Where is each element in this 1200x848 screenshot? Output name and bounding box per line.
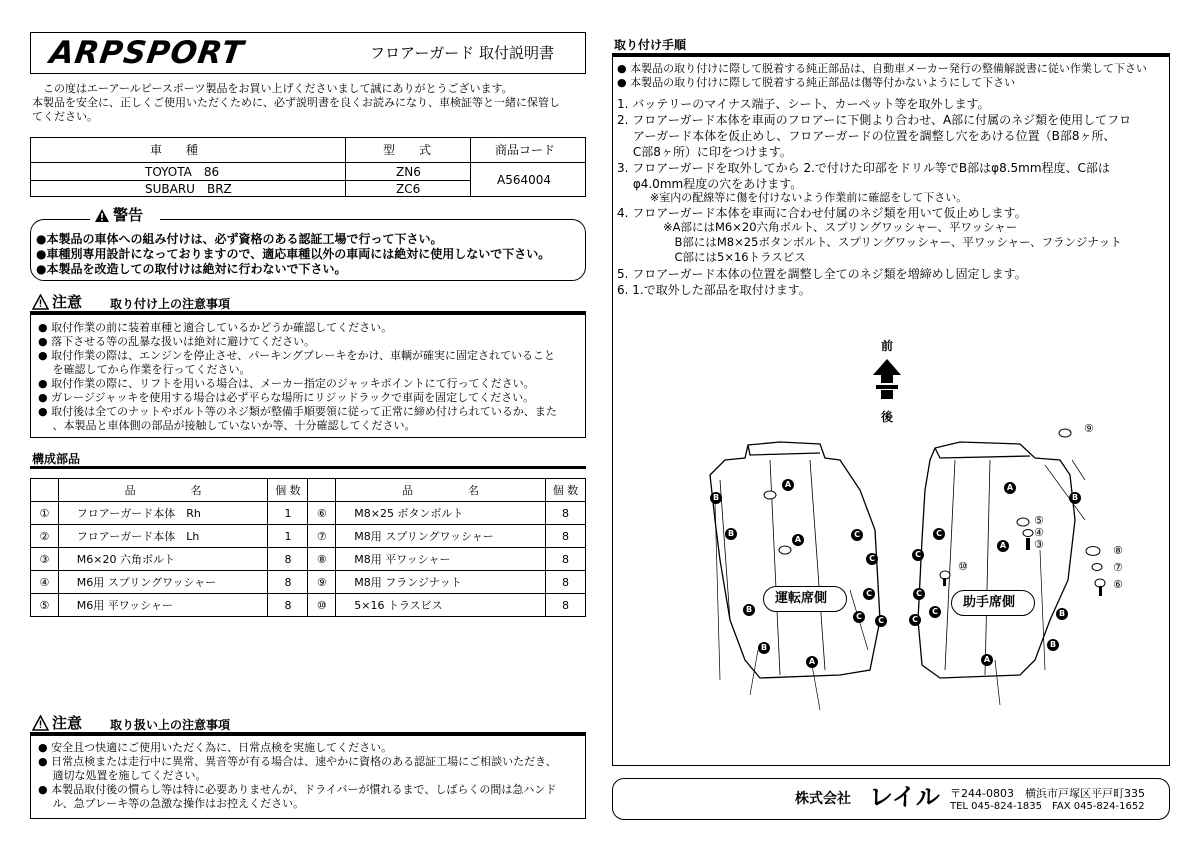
marker-c: C [909,614,921,626]
parts-no: ⑧ [308,548,336,571]
marker-b: B [1056,608,1068,620]
parts-name: M8用 スプリングワッシャー [336,525,546,548]
caution-install-item: を確認してから作業を行ってください。 [38,363,251,376]
company-address: 〒244-0803 横浜市戸塚区平戸町335 [950,787,1145,800]
caution-install-item: ● ガレージジャッキを使用する場合は必ず平らな場所にリジッドラックで車両を固定してください。 [38,391,535,404]
vehicle-model-2: SUBARU BRZ [145,182,232,196]
driver-side-label: 運転席側 [775,591,828,606]
section-rule [30,466,586,469]
parts-header-qty: 個 数 [545,479,585,502]
parts-no: ④ [31,571,59,594]
parts-qty: 8 [545,594,585,617]
passenger-side-label: 助手席側 [963,595,1016,610]
marker-c: C [875,615,887,627]
caution-handling-item: ● 安全且つ快適にご使用いただく為に、日常点検を実施してください。 [38,741,393,754]
parts-qty: 8 [545,571,585,594]
company-name: レイル [869,783,940,811]
caution-install-item: ● 取付作業の前に装着車種と適合しているかどうか確認してください。 [38,321,393,334]
procedure-step: 1. バッテリーのマイナス端子、シート、カーペット等を取外します。 [617,97,990,111]
parts-qty: 1 [268,502,308,525]
parts-qty: 8 [545,525,585,548]
marker-b: B [1047,639,1059,651]
caution-handling-item: 適切な処置を施してください。 [38,769,207,782]
marker-a: A [792,534,804,546]
vehicle-model-1: TOYOTA 86 [145,165,220,179]
warning-item-2: ●車種別専用設計になっておりますので、適応車種以外の車両には絶対に使用しないで下さい。 [36,247,551,261]
parts-header-name: 品 名 [58,479,268,502]
caution-handling-item: ル、急ブレーキ等の急激な操作はお控えください。 [38,797,305,810]
callout-3: ③ [1034,538,1044,551]
vehicle-header-code: 商品コード [495,143,556,157]
parts-qty: 1 [268,525,308,548]
parts-name: M8用 平ワッシャー [336,548,546,571]
marker-c: C [851,529,863,541]
marker-a: A [806,656,818,668]
marker-c: C [933,528,945,540]
caution-install-item: ● 取付作業の際は、エンジンを停止させ、パーキングブレーキをかけ、車輌が確実に固定されていること [38,349,556,362]
marker-c: C [913,588,925,600]
marker-c: C [912,549,924,561]
callout-7: ⑦ [1113,561,1123,574]
direction-rear-label: 後 [881,410,894,424]
vehicle-type-2: ZC6 [396,182,421,196]
parts-name: M6用 スプリングワッシャー [58,571,268,594]
parts-no: ⑩ [308,594,336,617]
vehicle-header-type: 型 式 [383,143,432,157]
callout-9: ⑨ [1084,422,1094,435]
caution-install-label: 注意 [52,293,83,311]
doc-title: フロアーガード 取付説明書 [370,44,555,62]
warning-triangle-icon [94,208,110,223]
parts-no: ② [31,525,59,548]
procedure-step: C部8ヶ所）に印をつけます。 [617,145,792,159]
callout-6: ⑥ [1113,578,1123,591]
company-prefix: 株式会社 [795,791,851,807]
procedure-step: 4. フロアーガード本体を車両に合わせ付属のネジ類を用いて仮止めします。 [617,206,1027,220]
procedure-step: 6. 1.で取外した部品を取付けます。 [617,283,811,297]
caution-handling-item: ● 日常点検または走行中に異常、異音等が有る場合は、速やかに資格のある認証工場にご相談いただき、 [38,755,557,768]
procedure-step: B部にはM8×25ボタンボルト、スプリングワッシャー、平ワッシャー、フランジナット [617,235,1122,249]
marker-c: C [863,588,875,600]
warning-item-1: ●本製品の車体への組み付けは、必ず資格のある認証工場で行って下さい。 [36,232,443,246]
parts-qty: 8 [545,548,585,571]
parts-no: ⑦ [308,525,336,548]
parts-qty: 8 [268,548,308,571]
parts-no: ⑤ [31,594,59,617]
brand-logo: ARPSPORT [47,35,247,71]
parts-no: ⑥ [308,502,336,525]
marker-c: C [866,553,878,565]
marker-b: B [743,604,755,616]
procedure-step: 2. フロアーガード本体を車両のフロアーに下側より合わせ、A部に付属のネジ類を使用してフロ [617,113,1132,127]
marker-b: B [1069,492,1081,504]
parts-no: ⑨ [308,571,336,594]
callout-5: ⑤ [1034,514,1044,527]
parts-qty: 8 [545,502,585,525]
parts-name: 5×16 トラスビス [336,594,546,617]
procedure-step: φ4.0mm程度の穴をあけます。 [617,177,803,191]
procedure-step: 5. フロアーガード本体の位置を調整し全てのネジ類を増締めし固定します。 [617,267,1027,281]
company-tel-fax: TEL 045-824-1835 FAX 045-824-1652 [950,801,1145,812]
parts-name: フロアーガード本体 Rh [58,502,268,525]
floor-guard-diagram [690,420,1165,720]
marker-a: A [997,540,1009,552]
parts-title: 構成部品 [32,452,81,466]
caution-install-title: 取り付け上の注意事項 [110,297,231,311]
vehicle-header-model: 車 種 [150,143,199,157]
parts-name: M6×20 六角ボルト [58,548,268,571]
caution-triangle-icon [32,294,49,310]
caution-install-item: ● 落下させる等の乱暴な扱いは絶対に避けてください。 [38,335,316,348]
procedure-note: ● 本製品の取り付けに際して脱着する純正部品は傷等付かないようにして下さい [617,76,1016,89]
intro-line-2: 本製品を安全に、正しくご使用いただくために、必ず説明書を良くお読みになり、車検証等と一緒に保管し [32,96,560,109]
procedure-step: ※A部にはM6×20六角ボルト、スプリングワッシャー、平ワッシャー [617,220,1018,234]
direction-front-label: 前 [881,339,894,353]
marker-b: B [725,528,737,540]
parts-qty: 8 [268,571,308,594]
intro-line-1: この度はエーアールピースポーツ製品をお買い上げくださいまして誠にありがとうございます。 [32,82,513,95]
caution-handling-item: ● 本製品取付後の慣らし等は特に必要ありませんが、ドライバーが慣れるまで、しばらくの間は急ハンド [38,783,557,796]
parts-name: M8用 フランジナット [336,571,546,594]
marker-c: C [853,611,865,623]
parts-name: フロアーガード本体 Lh [58,525,268,548]
marker-c: C [929,606,941,618]
warning-item-3: ●本製品を改造しての取付けは絶対に行わないで下さい。 [36,262,347,276]
caution-install-item: ● 取付後は全てのナットやボルト等のネジ類が整備手順要領に従って正常に締め付けられているか、また [38,405,557,418]
warning-title: 警告 [113,206,144,224]
parts-name: M6用 平ワッシャー [58,594,268,617]
product-code: A564004 [497,173,552,187]
procedure-title: 取り付け手順 [614,38,687,52]
marker-a: A [782,479,794,491]
callout-10: ⑩ [958,560,968,573]
procedure-note: ● 本製品の取り付けに際して脱着する純正部品は、自動車メーカー発行の整備解説書に従い作業して下さい [617,62,1147,75]
caution-handling-title: 取り扱い上の注意事項 [110,718,231,732]
direction-arrow-icon [872,357,902,401]
callout-4: ④ [1034,526,1044,539]
parts-header-name: 品 名 [336,479,546,502]
procedure-step: ※室内の配線等に傷を付けないよう作業前に確認をして下さい。 [617,191,968,204]
parts-header-qty: 個 数 [268,479,308,502]
caution-triangle-icon [32,715,49,731]
parts-table [30,478,586,617]
procedure-step: C部には5×16トラスビス [617,250,806,264]
caution-install-item: 、本製品と車体側の部品が接触していないか等、十分確認してください。 [38,419,416,432]
marker-b: B [710,492,722,504]
parts-no: ③ [31,548,59,571]
parts-name: M8×25 ボタンボルト [336,502,546,525]
parts-no: ① [31,502,59,525]
marker-b: B [758,642,770,654]
procedure-step: アーガード本体を仮止めし、フロアーガードの位置を調整し穴をあける位置（B部8ヶ所、 [617,129,1116,143]
marker-a: A [1004,482,1016,494]
caution-handling-label: 注意 [52,714,83,732]
callout-8: ⑧ [1113,544,1123,557]
procedure-step: 3. フロアーガードを取外してから 2.で付けた印部をドリル等でB部はφ8.5mm程度、C部は [617,161,1110,175]
intro-line-3: てください。 [32,110,98,123]
caution-install-item: ● 取付作業の際に、リフトを用いる場合は、メーカー指定のジャッキポイントにて行ってください。 [38,377,535,390]
vehicle-type-1: ZN6 [396,165,421,179]
parts-qty: 8 [268,594,308,617]
marker-a: A [981,654,993,666]
